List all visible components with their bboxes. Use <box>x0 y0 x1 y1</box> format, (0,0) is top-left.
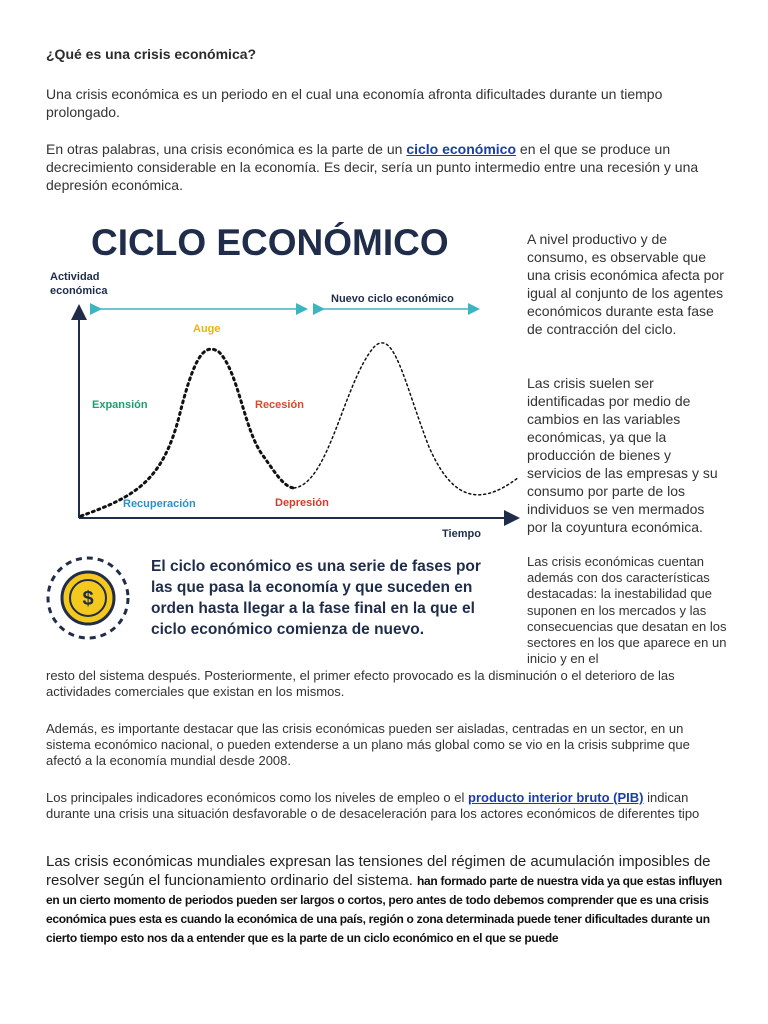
callout-line: orden hasta llegar a la fase final en la que el <box>151 600 475 617</box>
paragraph-indicadores-text-end: indican durante una crisis una situación desfavorable o de desaceleración para los actores económicos de diferentes tipo <box>46 790 700 822</box>
y-axis-label-1: Actividad <box>50 271 100 283</box>
paragraph-indicadores-text: Los principales indicadores económicos como los niveles de empleo o el <box>46 790 469 805</box>
phase-depresion: Depresión <box>275 497 329 509</box>
pib-link[interactable]: producto interior bruto (PIB) <box>468 790 644 805</box>
paragraph-mundiales <box>46 852 726 947</box>
cycle-curve-solid <box>81 349 294 516</box>
paragraph-ciclo <box>46 140 726 194</box>
paragraph-resto: resto del sistema después. Posteriormente, el primer efecto provocado es la disminución o el deterioro de las actividades comerciales que existan en los mismos. <box>46 668 675 700</box>
nuevo-ciclo-label: Nuevo ciclo económico <box>331 293 454 305</box>
ciclo-economico-link[interactable]: ciclo económico <box>406 141 517 157</box>
y-axis-label-2: económica <box>50 285 108 297</box>
phase-expansion: Expansión <box>92 399 148 411</box>
phase-recuperacion: Recuperación <box>123 498 196 510</box>
paragraph-definition: Una crisis económica es un periodo en el cual una economía afronta dificultades durante un tiempo prolongado. <box>46 86 663 120</box>
svg-text:$: $ <box>82 588 94 610</box>
callout-line: las que pasa la economía y que suceden en <box>151 579 473 596</box>
coin-icon <box>44 554 132 642</box>
diagram-title: CICLO ECONÓMICO <box>91 222 449 263</box>
page-heading: ¿Qué es una crisis económica? <box>46 46 257 62</box>
paragraph-indicadores <box>46 790 726 822</box>
callout-text <box>151 556 511 640</box>
x-axis-label: Tiempo <box>442 528 481 540</box>
cycle-curve-new <box>294 343 519 495</box>
phase-auge: Auge <box>193 323 221 335</box>
paragraph-mundiales-text: Las crisis económicas mundiales expresan las tensiones del régimen de acumulación imposibles de resolver según el funcionamiento ordinario del sistema. <box>46 853 711 889</box>
side-text-caracteristicas: Las crisis económicas cuentan además con dos características destacadas: la inestabilidad que suponen en los mercados y las consecuencias que desatan en los sectores en los que aparece en un inicio y en el <box>527 554 727 667</box>
side-text-productivo: A nivel productivo y de consumo, es observable que una crisis económica afecta por igual al conjunto de los agentes económicos durante esta fase de contracción del ciclo. <box>527 231 724 337</box>
phase-recesion: Recesión <box>255 399 304 411</box>
callout-line: ciclo económico comienza de nuevo. <box>151 621 425 638</box>
paragraph-mundiales-bold: han formado parte de nuestra vida ya que estas influyen en un cierto momento de periodos pueden ser largos o cortos, pero antes de todo debemos comprender que es una crisis económica pues esta es cuando la económica de una país, región o zona determinada puede tener dificultades durante un cierto tiempo esto nos da a entender que es la parte de un ciclo económico en el que se puede <box>46 874 722 945</box>
ciclo-economico-diagram <box>44 212 522 547</box>
paragraph-ciclo-text-end: en el que se produce un decrecimiento considerable en la economía. Es decir, sería un punto intermedio entre una recesión y una depresión económica. <box>46 141 699 193</box>
side-text-identificadas: Las crisis suelen ser identificadas por medio de cambios en las variables económicas, ya que la producción de bienes y servicios de las empresas y su consumo por parte de los individuos se ven mermados por la coyuntura económica. <box>527 375 718 535</box>
callout-line: El ciclo económico es una serie de fases por <box>151 558 481 575</box>
paragraph-ciclo-text: En otras palabras, una crisis económica es la parte de un <box>46 141 407 157</box>
paragraph-ademas: Además, es importante destacar que las crisis económicas pueden ser aisladas, centradas en un sector, en un sistema económico nacional, o pueden extenderse a un plano más global como se vio en la crisis subprime que afectó a la economía mundial desde 2008. <box>46 721 690 769</box>
